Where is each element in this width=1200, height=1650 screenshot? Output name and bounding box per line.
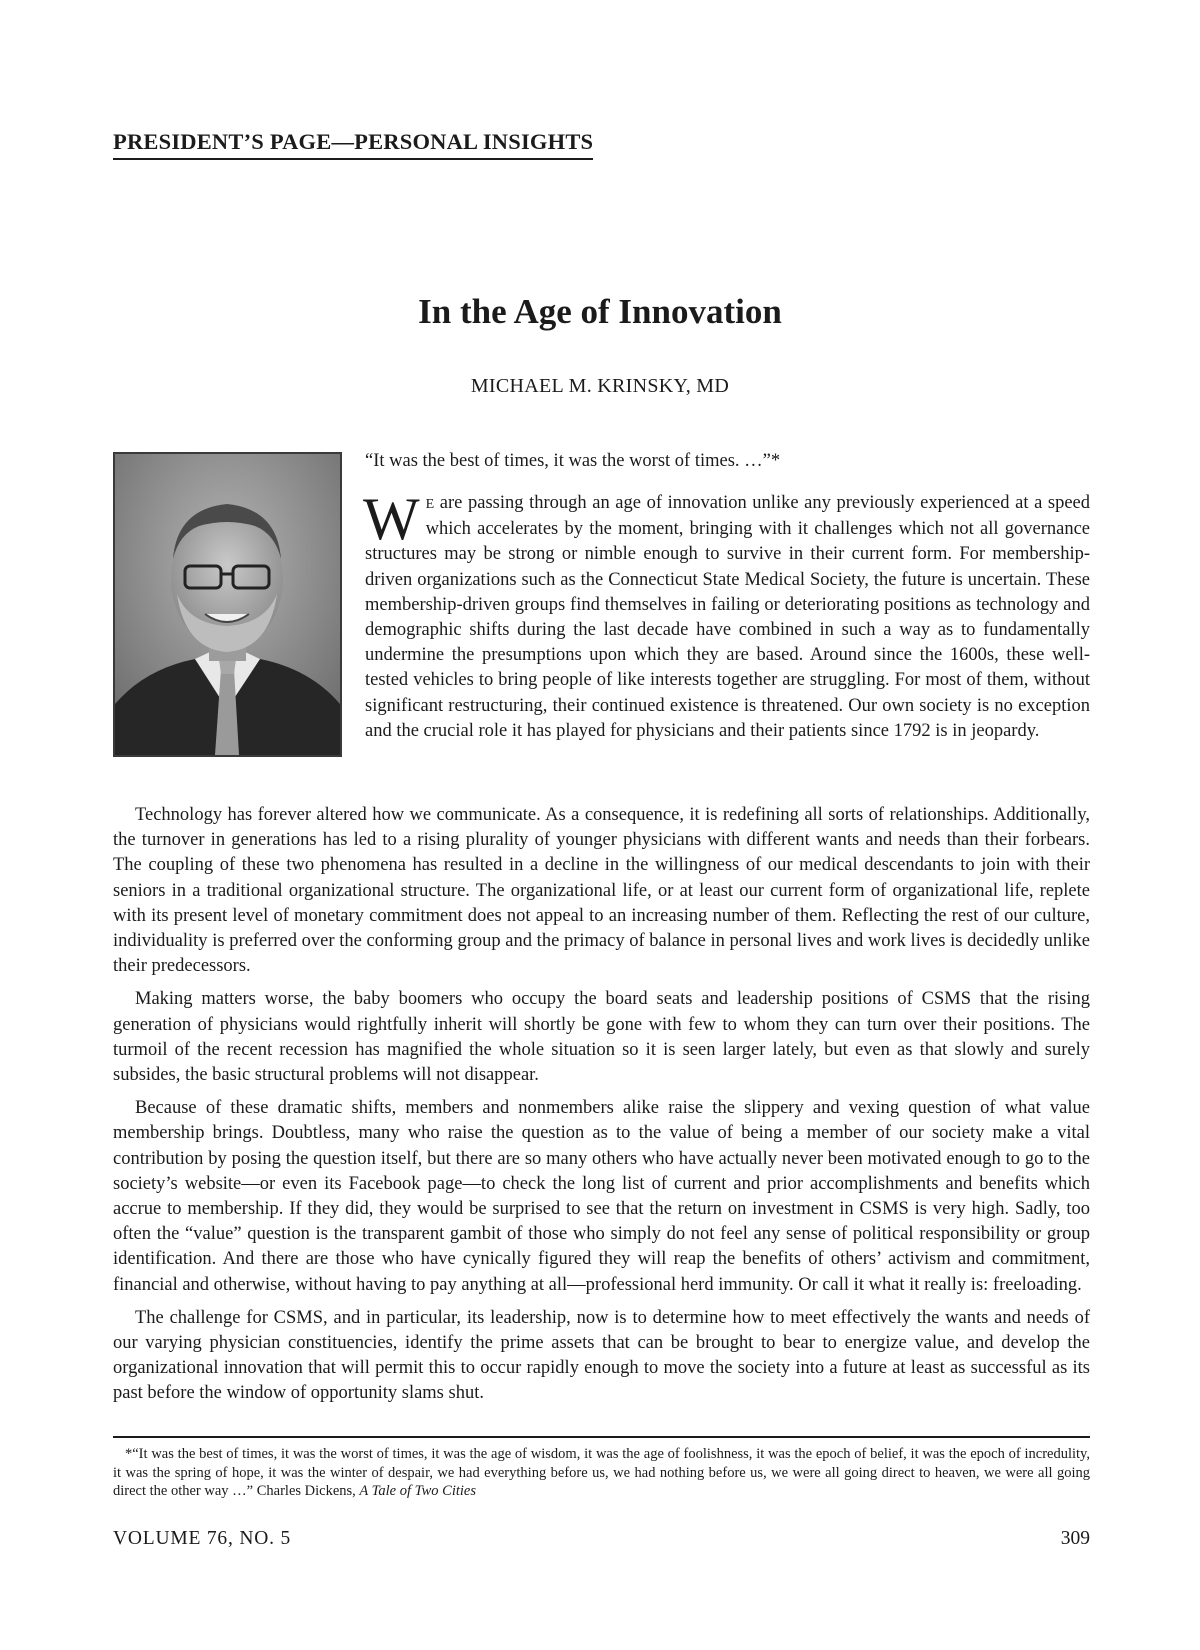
intro-text: are passing through an age of innovation unlike any previously experienced at a speed which accelerates by the moment, bringing with it challenges which not all governance structures may be strong or nimble enough to survive in their current form. For membership-driven organizations such as the Connecticut State Medical Society, the future is uncertain. These membership-driven groups find themselves in failing or deteriorating positions as technology and demographic shifts during the last decade have combined in such a way as to fundamentally undermine the presumptions upon which they are based. Around since the 1600s, these well-tested vehicles to bring people of like interests together are struggling. For most of them, without significant restructuring, their continued existence is threatened. Our own society is no exception and the crucial role it has played for physicians and their patients since 1792 is in jeopardy. (365, 493, 1090, 741)
author-byline: MICHAEL M. KRINSKY, MD (470, 375, 730, 397)
intro-smallcaps: E (425, 497, 435, 512)
footnote-book-title: A Tale of Two Cities (359, 1483, 476, 1499)
footnote-text: *“It was the best of times, it was the worst of times, it was the age of wisdom, it was the age of foolishness, it was the epoch of belief, it was the epoch of incredulity, it was the spring of hope, it was the winter of despair, we had everything before us, we had nothing before us, we were all going direct to heaven, we were all going direct the other way …” Charles Dickens, (113, 1446, 1090, 1499)
body-paragraph-4: The challenge for CSMS, and in particular, its leadership, now is to determine how to meet effectively the wants and needs of our varying physician constituencies, identify the prime assets that can be brought to bear to energize value, and develop the organizational innovation that will permit this to occur rapidly enough to move the society into a future at least as successful as its past before the window of opportunity slams shut. (113, 1307, 1090, 1404)
footnote (113, 1445, 1090, 1501)
author-portrait (113, 452, 342, 757)
epigraph-quote: “It was the best of times, it was the worst of times. …”* (365, 451, 781, 471)
section-header: PRESIDENT’S PAGE—PERSONAL INSIGHTS (113, 129, 593, 160)
drop-cap: W (363, 486, 420, 552)
article-title: In the Age of Innovation (418, 292, 782, 331)
body-paragraph-3: Because of these dramatic shifts, members and nonmembers alike raise the slippery and vexing question of what value membership brings. Doubtless, many who raise the question as to the value of being a member of our society make a vital contribution by posing the question itself, but there are so many others who have actually never been motivated enough to go to the society’s website—or even its Facebook page—to check the long list of current and prior accomplishments and benefits which accrue to membership. If they did, they would be surprised to see that the return on investment in CSMS is very high. Sadly, too often the “value” question is the transparent gambit of those who simply do not feel any sense of political responsibility or group identification. And there are those who have cynically figured they will reap the benefits of others’ activism and commitment, financial and otherwise, without having to pay anything at all—professional herd immunity. Or call it what it really is: freeloading. (113, 1098, 1090, 1295)
article-body (113, 803, 1090, 1415)
volume-info: VOLUME 76, NO. 5 (113, 1528, 291, 1549)
footnote-paragraph (113, 1445, 1090, 1501)
footnote-divider (113, 1436, 1090, 1438)
body-paragraph-2: Making matters worse, the baby boomers who occupy the board seats and leadership positions of CSMS that the rising generation of physicians would rightfully inherit will shortly be gone with few to whom they can turn over their positions. The turmoil of the recent recession has magnified the whole situation so it is seen larger lately, but even as that slowly and surely subsides, the basic structural problems will not disappear. (113, 989, 1090, 1086)
page-number: 309 (1060, 1528, 1090, 1549)
intro-paragraph (363, 486, 1090, 744)
body-paragraph-1: Technology has forever altered how we communicate. As a consequence, it is redefining all sorts of relationships. Additionally, the turnover in generations has led to a rising plurality of younger physicians with different wants and needs than their forbears. The coupling of these two phenomena has resulted in a decline in the willingness of our medical descendants to join with their seniors in a traditional organizational structure. The organizational life, or at least our current form of organizational life, replete with its present level of monetary commitment does not appeal to an increasing number of them. Reflecting the rest of our culture, individuality is preferred over the conforming group and the primacy of balance in personal lives and work lives is decidedly unlike their predecessors. (113, 805, 1090, 977)
